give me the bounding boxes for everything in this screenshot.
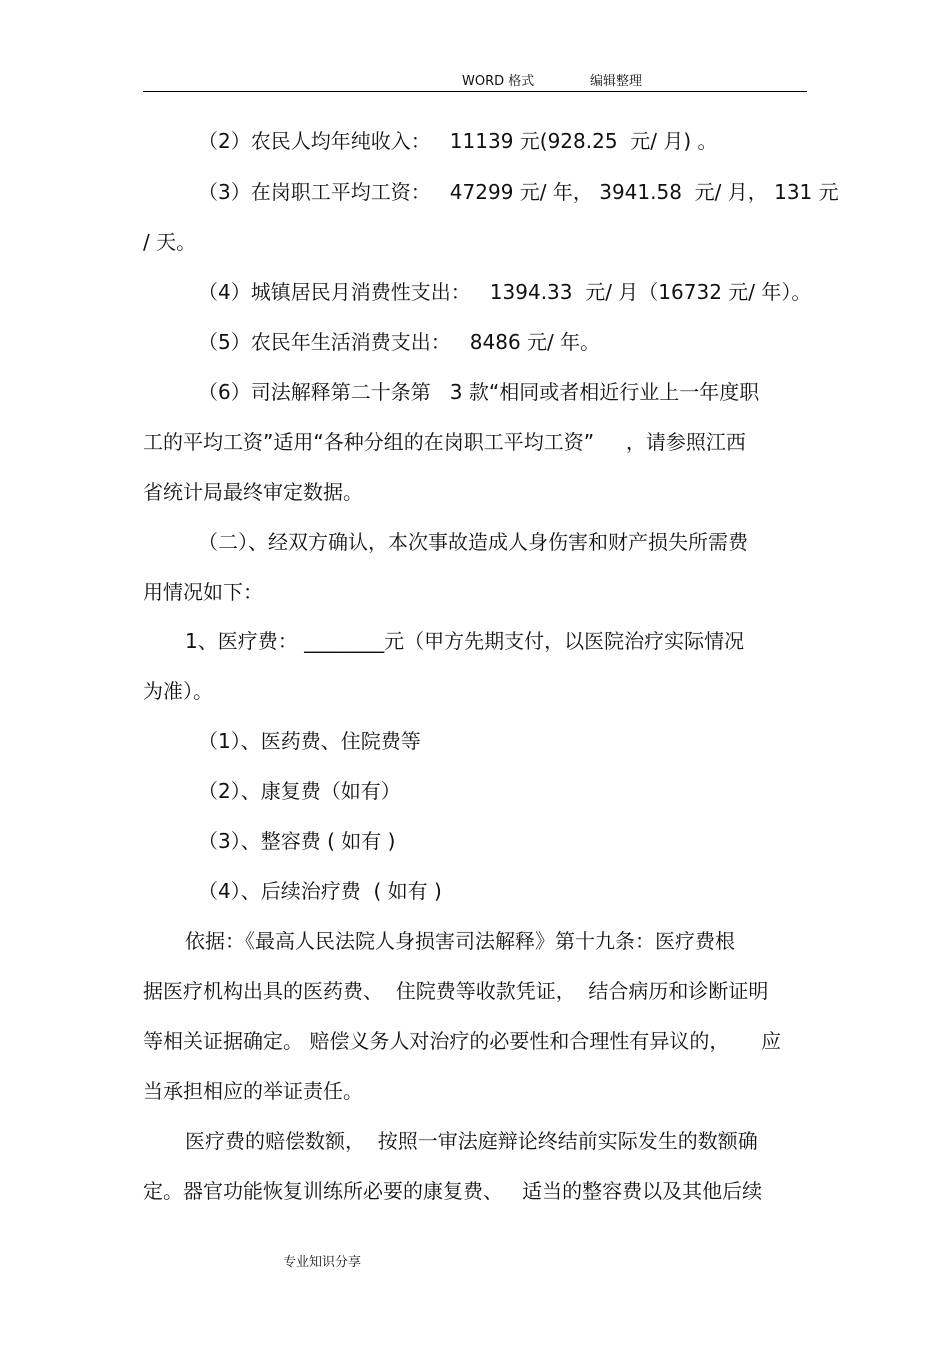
text-line: 据医疗机构出具的医药费、 住院费等收款凭证， 结合病历和诊断证明	[143, 979, 769, 1003]
text-line: 依据：《最高人民法院人身损害司法解释》第十九条：医疗费根	[185, 929, 735, 953]
text-line: 当承担相应的举证责任。	[143, 1079, 363, 1103]
text-line: （4）城镇居民月消费性支出： 1394.33 元/ 月（16732 元/ 年）。	[198, 280, 812, 304]
text-line: （2）、康复费（如有）	[198, 779, 401, 803]
page-footer: 专业知识分享	[283, 1255, 362, 1270]
header-format-label: WORD 格式	[462, 74, 535, 89]
text-line: 1、医疗费： ________元（甲方先期支付，以医院治疗实际情况	[185, 629, 745, 653]
text-line: （5）农民年生活消费支出： 8486 元/ 年。	[198, 330, 601, 354]
text-line: 定。器官功能恢复训练所必要的康复费、 适当的整容费以及其他后续	[143, 1179, 763, 1203]
text-line: （4）、后续治疗费 ( 如有 )	[198, 879, 442, 903]
text-line: 医疗费的赔偿数额， 按照一审法庭辩论终结前实际发生的数额确	[185, 1129, 758, 1153]
text-line: （3）、整容费 ( 如有 )	[198, 829, 396, 853]
text-line: （二）、经双方确认，本次事故造成人身伤害和财产损失所需费	[198, 530, 748, 554]
text-line: 工的平均工资”适用“各种分组的在岗职工平均工资” ，请参照江西	[143, 430, 746, 454]
text-line: / 天。	[143, 230, 197, 254]
header-edit-label: 编辑整理	[590, 74, 643, 89]
text-line: （1）、医药费、住院费等	[198, 729, 421, 753]
text-line: （6）司法解释第二十条第 3 款“相同或者相近行业上一年度职	[198, 380, 760, 404]
text-line: 为准）。	[143, 679, 213, 703]
header-divider	[143, 91, 807, 92]
text-line: 用情况如下：	[143, 580, 263, 604]
text-line: 等相关证据确定。 赔偿义务人对治疗的必要性和合理性有异议的， 应	[143, 1029, 782, 1053]
page-header	[0, 68, 950, 88]
text-line: 省统计局最终审定数据。	[143, 480, 363, 504]
text-line: （2）农民人均年纯收入： 11139 元(928.25 元/ 月) 。	[198, 129, 718, 153]
text-line: （3）在岗职工平均工资： 47299 元/ 年， 3941.58 元/ 月， 131 元	[198, 180, 839, 204]
